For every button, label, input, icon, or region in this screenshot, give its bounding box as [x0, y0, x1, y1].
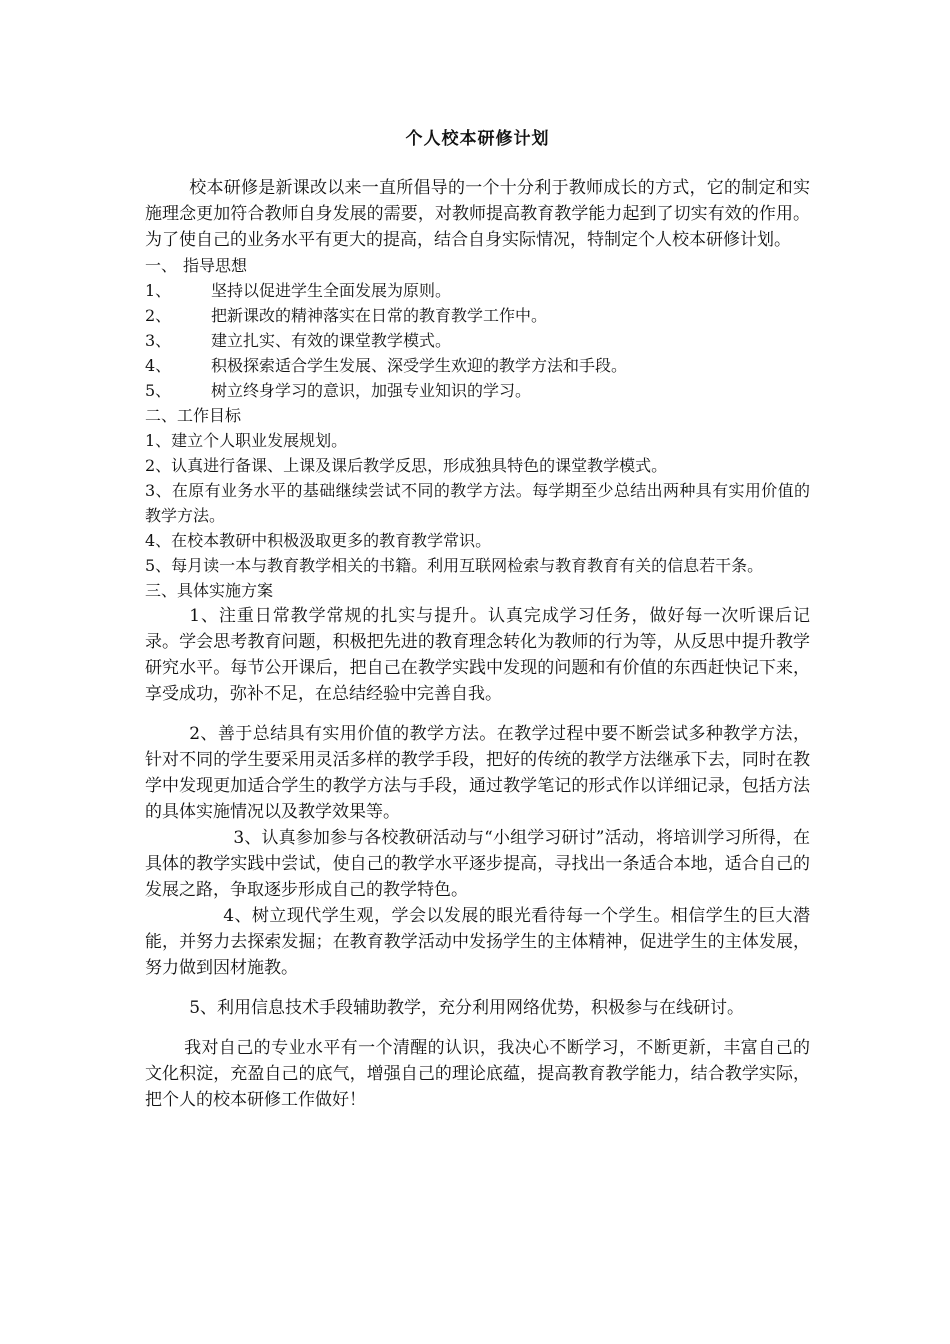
section1-item-number: 3、	[145, 331, 172, 350]
section1-title: 指导思想	[183, 256, 248, 275]
section3-item: 2、善于总结具有实用价值的教学方法。在教学过程中要不断尝试多种教学方法，针对不同的学生要采用灵活多样的教学手段，把好的传统的教学方法继承下去，同时在教学中发现更加适合学生的教学方法与手段，通过教学笔记的形式作以详细记录，包括方法的具体实施情况以及教学效果等。	[145, 724, 810, 822]
section3-item: 4、树立现代学生观，学会以发展的眼光看待每一个学生。相信学生的巨大潜能，并努力去探索发掘；在教育教学活动中发扬学生的主体精神，促进学生的主体发展，努力做到因材施教。	[145, 906, 810, 978]
section1-item-text: 积极探索适合学生发展、深受学生欢迎的教学方法和手段。	[211, 356, 628, 375]
document-title: 个人校本研修计划	[405, 129, 550, 149]
section3-item: 1、注重日常教学常规的扎实与提升。认真完成学习任务，做好每一次听课后记录。学会思考教育问题，积极把先进的教育理念转化为教师的行为等，从反思中提升教学研究水平。每节公开课后，把自己在教学实践中发现的问题和有价值的东西赶快记下来，享受成功，弥补不足，在总结经验中完善自我。	[145, 606, 810, 704]
section1-item	[145, 328, 810, 353]
section1-item-text: 把新课改的精神落实在日常的教育教学工作中。	[211, 306, 548, 325]
section1-item-text: 树立终身学习的意识，加强专业知识的学习。	[211, 381, 532, 400]
section1-item	[145, 278, 810, 303]
section1-item-text: 坚持以促进学生全面发展为原则。	[211, 281, 452, 300]
section2-item: 2、认真进行备课、上课及课后教学反思，形成独具特色的课堂教学模式。	[145, 456, 668, 475]
section1-item	[145, 303, 810, 328]
section1-item	[145, 353, 810, 378]
section1-heading	[145, 253, 810, 278]
section2-heading: 二、工作目标	[145, 406, 242, 425]
section1-item-number: 2、	[145, 306, 172, 325]
section1-number: 一、	[145, 256, 178, 275]
section3-item: 3、认真参加参与各校教研活动与“小组学习研讨”活动，将培训学习所得，在具体的教学实践中尝试，使自己的教学水平逐步提高，寻找出一条适合本地，适合自己的发展之路，争取逐步形成自己的教学特色。	[145, 828, 810, 900]
section1-item	[145, 378, 810, 403]
section3-item: 5、利用信息技术手段辅助教学，充分利用网络优势，积极参与在线研讨。	[189, 998, 745, 1018]
section1-item-number: 1、	[145, 281, 172, 300]
intro-paragraph: 校本研修是新课改以来一直所倡导的一个十分利于教师成长的方式，它的制定和实施理念更加符合教师自身发展的需要，对教师提高教育教学能力起到了切实有效的作用。为了使自己的业务水平有更大的提高，结合自身实际情况，特制定个人校本研修计划。	[145, 178, 810, 250]
section2-item: 3、在原有业务水平的基础继续尝试不同的教学方法。每学期至少总结出两种具有实用价值的教学方法。	[145, 481, 810, 525]
section2-item: 1、建立个人职业发展规划。	[145, 431, 348, 450]
conclusion-paragraph: 我对自己的专业水平有一个清醒的认识，我决心不断学习，不断更新，丰富自己的文化积淀，充盈自己的底气，增强自己的理论底蕴，提高教育教学能力，结合教学实际，把个人的校本研修工作做好！	[145, 1038, 810, 1110]
section1-item-number: 4、	[145, 356, 172, 375]
section1-item-number: 5、	[145, 381, 172, 400]
section2-item: 5、每月读一本与教育教学相关的书籍。利用互联网检索与教育教育有关的信息若干条。	[145, 556, 764, 575]
section1-item-text: 建立扎实、有效的课堂教学模式。	[211, 331, 452, 350]
document-page	[145, 125, 810, 1113]
section3-heading: 三、具体实施方案	[145, 581, 274, 600]
section2-item: 4、在校本教研中积极汲取更多的教育教学常识。	[145, 531, 492, 550]
